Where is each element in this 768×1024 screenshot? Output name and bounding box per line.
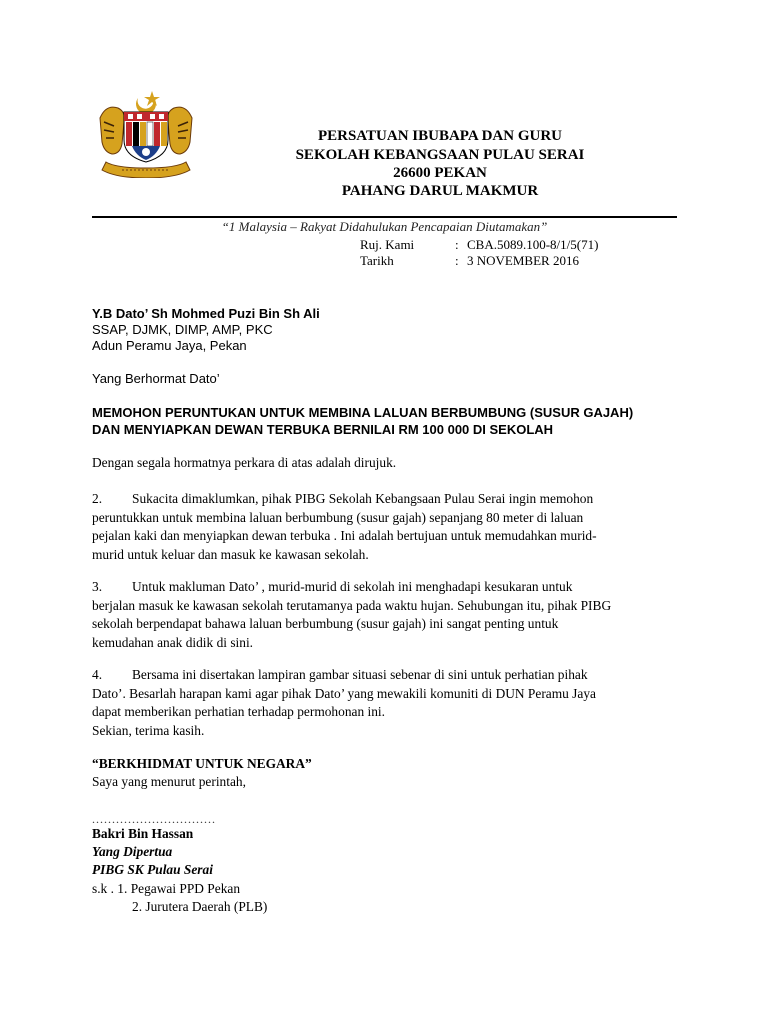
paragraph-line: peruntukkan untuk membina laluan berbumbung (susur gajah) sepanjang 80 meter di laluan — [92, 509, 584, 525]
cc-line-1: s.k . 1. Pegawai PPD Pekan — [92, 881, 241, 896]
malaysia-coat-of-arms-icon — [92, 88, 200, 178]
subject-line-2: DAN MENYIAPKAN DEWAN TERBUKA BERNILAI RM 100 000 DI SEKOLAH — [92, 422, 554, 437]
motto: “1 Malaysia – Rakyat Didahulukan Pencapaian Diutamakan” — [221, 219, 548, 234]
paragraph-line: berjalan masuk ke kawasan sekolah terutamanya pada waktu hujan. Sehubungan itu, pihak PIBG — [92, 597, 612, 613]
closing-slogan: “BERKHIDMAT UNTUK NEGARA” — [92, 756, 312, 771]
salutation: Yang Berhormat Dato’ — [92, 371, 220, 386]
paragraph-3 — [92, 578, 677, 652]
org-postcode-line: 26600 PEKAN — [393, 165, 487, 181]
ruj-colon: : — [455, 237, 459, 252]
recipient-name: Y.B Dato’ Sh Mohmed Puzi Bin Sh Ali — [92, 306, 320, 321]
paragraph-2 — [92, 490, 677, 564]
paragraph-line: dapat memberikan perhatian terhadap permohonan ini. — [92, 704, 385, 719]
recipient-position: Adun Peramu Jaya, Pekan — [92, 338, 247, 353]
paragraph-line: Bersama ini disertakan lampiran gambar situasi sebenar di sini untuk perhatian pihak — [132, 667, 588, 682]
tarikh-label: Tarikh — [360, 253, 394, 268]
signer-name: Bakri Bin Hassan — [92, 826, 194, 841]
signer-org: PIBG SK Pulau Serai — [92, 862, 213, 877]
tarikh-colon: : — [455, 253, 459, 268]
org-state-line: PAHANG DARUL MAKMUR — [341, 183, 539, 199]
org-name-line-1: PERSATUAN IBUBAPA DAN GURU — [317, 128, 563, 144]
paragraph-line: Sekian, terima kasih. — [92, 722, 205, 738]
cc-line-2: 2. Jurutera Daerah (PLB) — [132, 899, 268, 914]
paragraph-line: Dato’. Besarlah harapan kami agar pihak Dato’ yang mewakili komuniti di DUN Peramu Jaya — [92, 685, 596, 701]
closing-obedient: Saya yang menurut perintah, — [92, 774, 246, 789]
paragraph-line: Untuk makluman Dato’ , murid-murid di sekolah ini menghadapi kesukaran untuk — [132, 579, 573, 594]
recipient-titles: SSAP, DJMK, DIMP, AMP, PKC — [92, 322, 273, 337]
paragraph-line: Sukacita dimaklumkan, pihak PIBG Sekolah Kebangsaan Pulau Serai ingin memohon — [132, 491, 594, 506]
paragraph-number: 4. — [92, 667, 103, 682]
reference-ruj — [360, 237, 598, 253]
opening-line: Dengan segala hormatnya perkara di atas adalah dirujuk. — [92, 455, 397, 470]
tarikh-value: 3 NOVEMBER 2016 — [467, 253, 579, 268]
ruj-label: Ruj. Kami — [360, 237, 415, 252]
signature-line: ............................... — [92, 812, 216, 826]
paragraph-number: 3. — [92, 579, 103, 594]
subject-line-1: MEMOHON PERUNTUKAN UNTUK MEMBINA LALUAN BERBUMBUNG (SUSUR GAJAH) — [92, 405, 634, 420]
paragraph-number: 2. — [92, 491, 103, 506]
paragraph-line: sekolah berpendapat bahawa laluan berbumbung (susur gajah) ini sangat penting untuk — [92, 616, 559, 631]
header-divider — [92, 216, 677, 218]
paragraph-line: pejalan kaki dan menyiapkan dewan terbuka . Ini adalah bertujuan untuk memudahkan murid- — [92, 528, 597, 543]
signer-title: Yang Dipertua — [92, 844, 173, 859]
paragraph-4 — [92, 666, 677, 740]
reference-tarikh — [360, 253, 579, 269]
paragraph-line: kemudahan anak didik di sini. — [92, 634, 254, 650]
paragraph-line: murid untuk keluar dan masuk ke kawasan sekolah. — [92, 546, 369, 562]
ruj-value: CBA.5089.100-8/1/5(71) — [467, 237, 599, 252]
org-name-line-2: SEKOLAH KEBANGSAAN PULAU SERAI — [295, 147, 585, 163]
